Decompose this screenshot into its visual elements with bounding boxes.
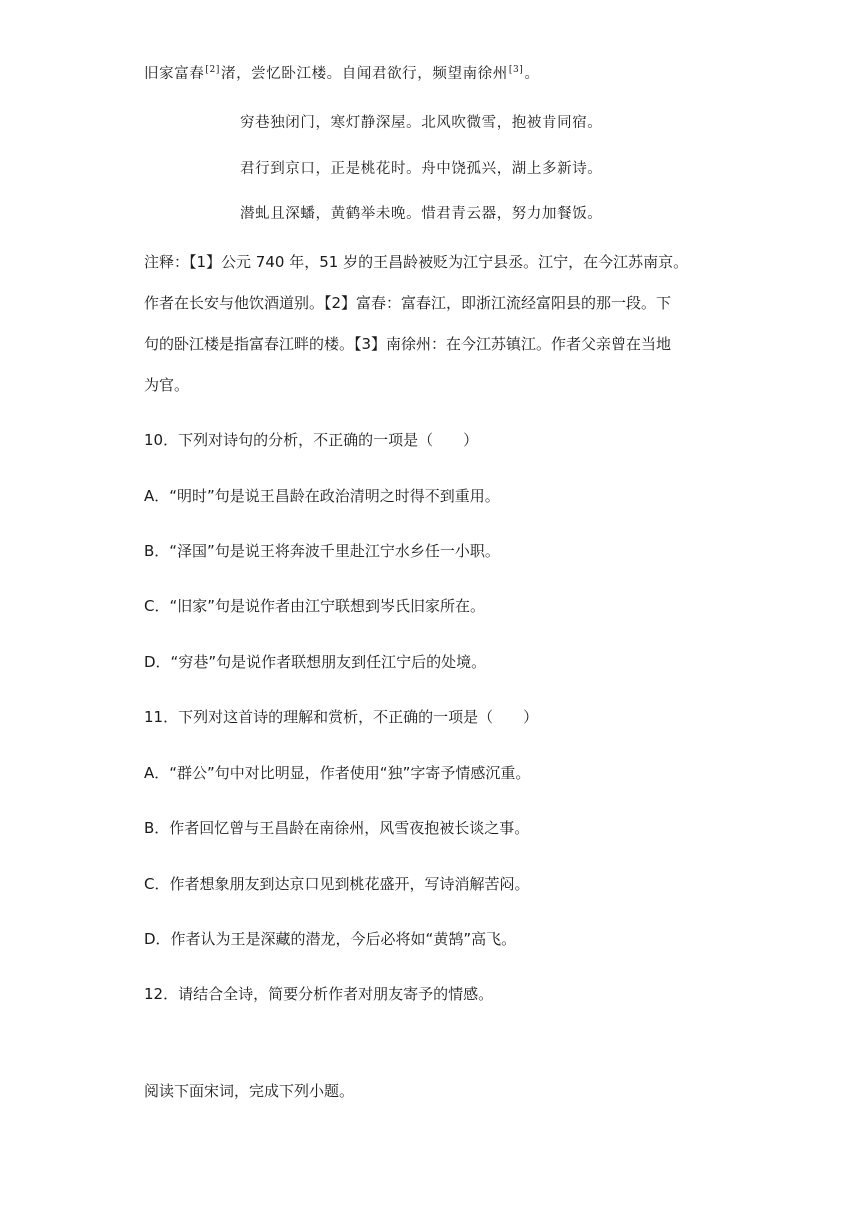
question-10-option-b: B．“泽国”句是说王将奔波千里赴江宁水乡任一小职。 xyxy=(144,542,500,560)
note-line: 为官。 xyxy=(144,376,190,394)
question-10-option-d: D．“穷巷”句是说作者联想朋友到任江宁后的处境。 xyxy=(144,653,487,671)
question-11-option-b: B．作者回忆曾与王昌龄在南徐州，风雪夜抱被长谈之事。 xyxy=(144,819,530,837)
question-10-option-c: C．“旧家”句是说作者由江宁联想到岑氏旧家所在。 xyxy=(144,597,486,615)
poem-line-1-b: 渚，尝忆卧江楼。自闻君欲行，频望南徐州 xyxy=(220,66,508,82)
note-line: 句的卧江楼是指富春江畔的楼。【3】南徐州：在今江苏镇江。作者父亲曾在当地 xyxy=(144,335,672,353)
question-12-stem: 12．请结合全诗，简要分析作者对朋友寄予的情感。 xyxy=(144,985,494,1003)
footnote-ref-3: [3] xyxy=(508,65,524,75)
poem-line-4: 潜虬且深蟠，黄鹤举未晚。惜君青云器，努力加餐饭。 xyxy=(240,206,603,222)
next-section-instruction: 阅读下面宋词，完成下列小题。 xyxy=(144,1082,355,1100)
question-10-option-a: A．“明时”句是说王昌龄在政治清明之时得不到重用。 xyxy=(144,487,500,505)
question-10-stem: 10．下列对诗句的分析，不正确的一项是（ ） xyxy=(144,431,479,449)
poem-line-3: 君行到京口，正是桃花时。舟中饶孤兴，湖上多新诗。 xyxy=(240,161,603,177)
poem-line-1-c: 。 xyxy=(524,66,540,82)
note-line: 注释：【1】公元 740 年，51 岁的王昌龄被贬为江宁县丞。江宁，在今江苏南京。 xyxy=(144,253,689,271)
note-line: 作者在长安与他饮酒道别。【2】富春：富春江，即浙江流经富阳县的那一段。下 xyxy=(144,294,672,312)
question-11-option-c: C．作者想象朋友到达京口见到桃花盛开，写诗消解苦闷。 xyxy=(144,875,530,893)
poem-line-2: 穷巷独闭门，寒灯静深屋。北风吹微雪，抱被肯同宿。 xyxy=(240,115,603,131)
question-11-option-a: A．“群公”句中对比明显，作者使用“独”字寄予情感沉重。 xyxy=(144,764,531,782)
question-11-stem: 11．下列对这首诗的理解和赏析，不正确的一项是（ ） xyxy=(144,708,539,726)
poem-line-1 xyxy=(144,62,540,83)
question-11-option-d: D．作者认为王是深藏的潜龙，今后必将如“黄鹄”高飞。 xyxy=(144,930,517,948)
poem-line-1-a: 旧家富春 xyxy=(144,66,205,82)
footnote-ref-2: [2] xyxy=(205,65,220,75)
